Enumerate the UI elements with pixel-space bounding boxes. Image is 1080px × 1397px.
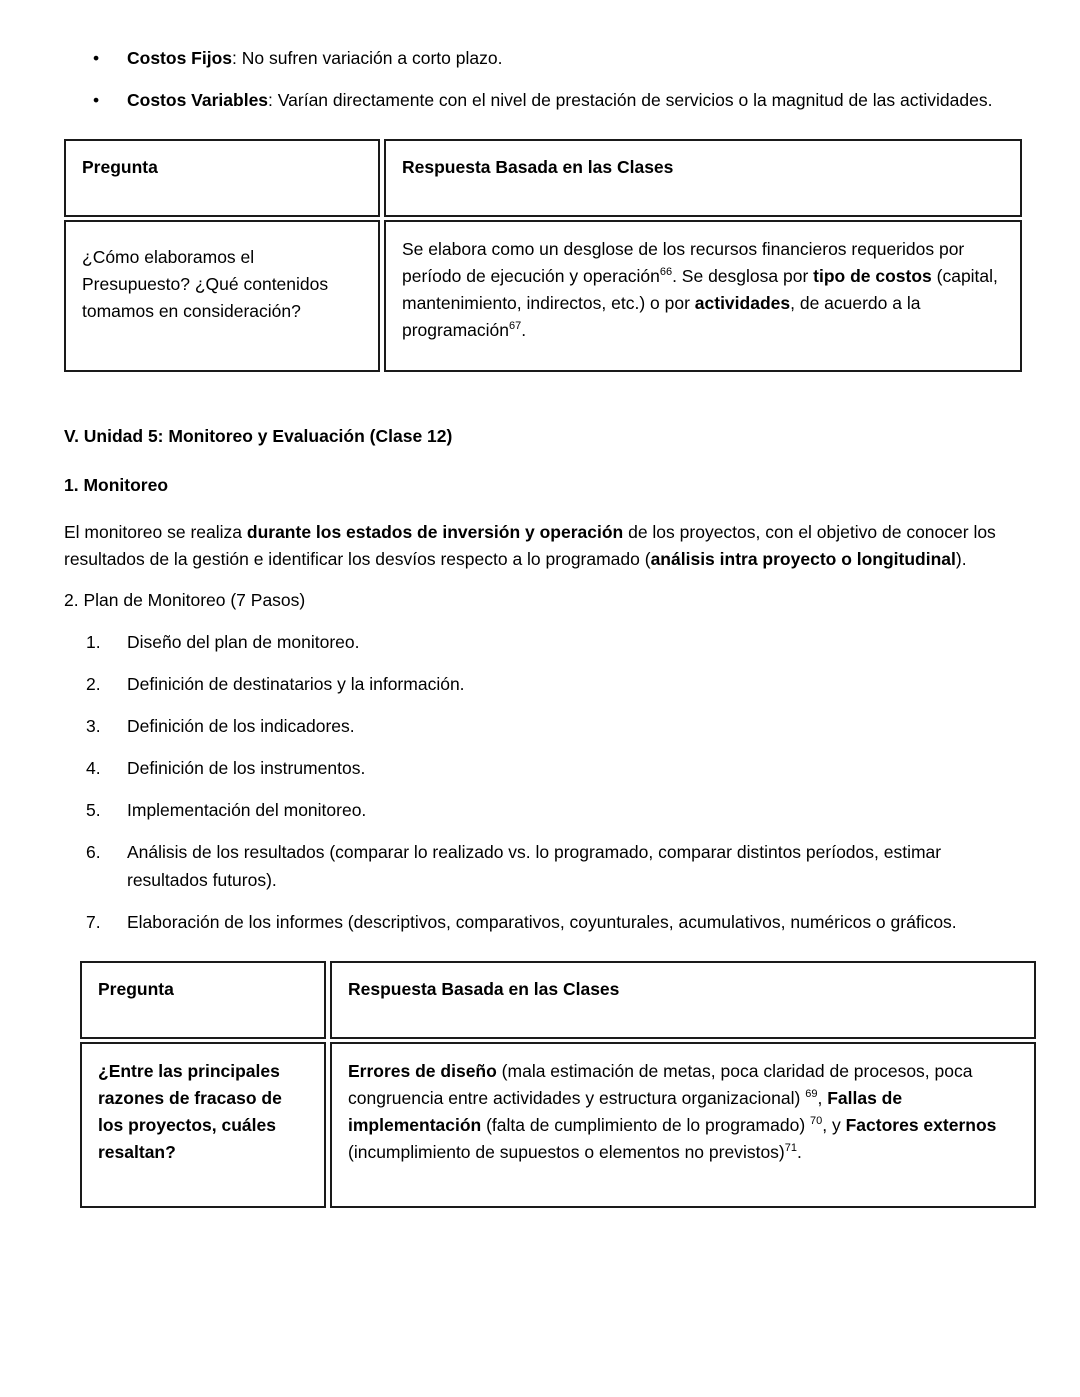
table-row (80, 1042, 1036, 1208)
monitoring-steps-list (64, 628, 1016, 936)
list-item-label: Definición de destinatarios y la información. (127, 674, 465, 694)
list-item-label: Análisis de los resultados (comparar lo realizado vs. lo programado, comparar distintos períodos, estimar resultados futuros). (127, 842, 942, 890)
list-item-number: 7. (86, 912, 101, 932)
column-header-question: Pregunta (80, 961, 326, 1039)
list-item-lead: Costos Fijos (127, 48, 233, 68)
list-item-label: Implementación del monitoreo. (127, 800, 367, 820)
list-item-text: : Varían directamente con el nivel de prestación de servicios o la magnitud de las actividades. (268, 90, 993, 110)
monitoreo-paragraph: El monitoreo se realiza durante los estados de inversión y operación de los proyectos, con el objetivo de conocer los resultados de la gestión e identificar los desvíos respecto a lo programado (análisis intra proyecto o longitudinal). (64, 522, 996, 569)
list-item (64, 838, 1016, 894)
subsection-heading-monitoreo: 1. Monitoreo (64, 475, 169, 495)
table-row (64, 220, 1022, 372)
question-cell: ¿Cómo elaboramos el Presupuesto? ¿Qué contenidos tomamos en consideración? (64, 220, 380, 372)
list-item-number: 2. (86, 674, 101, 694)
list-item (64, 628, 1016, 656)
list-item (64, 712, 1016, 740)
failure-reasons-qa-table (76, 958, 1040, 1211)
answer-cell: Errores de diseño (mala estimación de metas, poca claridad de procesos, poca congruencia entre actividades y estructura organizacional) $^{69}$, Fallas de implementación (falta de cumplimiento de lo programado) $^{70}$, y Factores externos (incumplimiento de supuestos o elementos no previstos)$^{71}$. (330, 1042, 1036, 1208)
list-item (64, 908, 1016, 936)
table-header-row (64, 139, 1022, 217)
bullet-icon: • (93, 48, 100, 68)
list-item-label: Diseño del plan de monitoreo. (127, 632, 360, 652)
section-heading-unit5: V. Unidad 5: Monitoreo y Evaluación (Clase 12) (64, 426, 453, 446)
list-item (64, 86, 1016, 114)
list-item (64, 796, 1016, 824)
list-item-number: 1. (86, 632, 101, 652)
list-item-number: 6. (86, 842, 101, 862)
column-header-question: Pregunta (64, 139, 380, 217)
list-item (64, 670, 1016, 698)
table-header-row (80, 961, 1036, 1039)
list-item-label: Definición de los indicadores. (127, 716, 355, 736)
list-item-lead: Costos Variables (127, 90, 269, 110)
question-cell: ¿Entre las principales razones de fracaso de los proyectos, cuáles resaltan? (80, 1042, 326, 1208)
cost-types-list (64, 44, 1016, 114)
bullet-icon: • (93, 90, 100, 110)
budget-qa-table (60, 136, 1026, 375)
list-item-label: Definición de los instrumentos. (127, 758, 366, 778)
list-item (64, 754, 1016, 782)
list-item-label: Elaboración de los informes (descriptivos, comparativos, coyunturales, acumulativos, numéricos o gráficos. (127, 912, 957, 932)
list-item-number: 4. (86, 758, 101, 778)
list-item-number: 5. (86, 800, 101, 820)
list-item-text: : No sufren variación a corto plazo. (232, 48, 503, 68)
list-item-number: 3. (86, 716, 101, 736)
column-header-answer: Respuesta Basada en las Clases (384, 139, 1022, 217)
answer-cell: Se elabora como un desglose de los recursos financieros requeridos por período de ejecución y operación$^{66}$. Se desglosa por tipo de costos (capital, mantenimiento, indirectos, etc.) o por actividades, de acuerdo a la programación$^{67}$. (384, 220, 1022, 372)
list-item (64, 44, 1016, 72)
plan-monitoreo-subheading: 2. Plan de Monitoreo (7 Pasos) (64, 590, 306, 610)
column-header-answer: Respuesta Basada en las Clases (330, 961, 1036, 1039)
